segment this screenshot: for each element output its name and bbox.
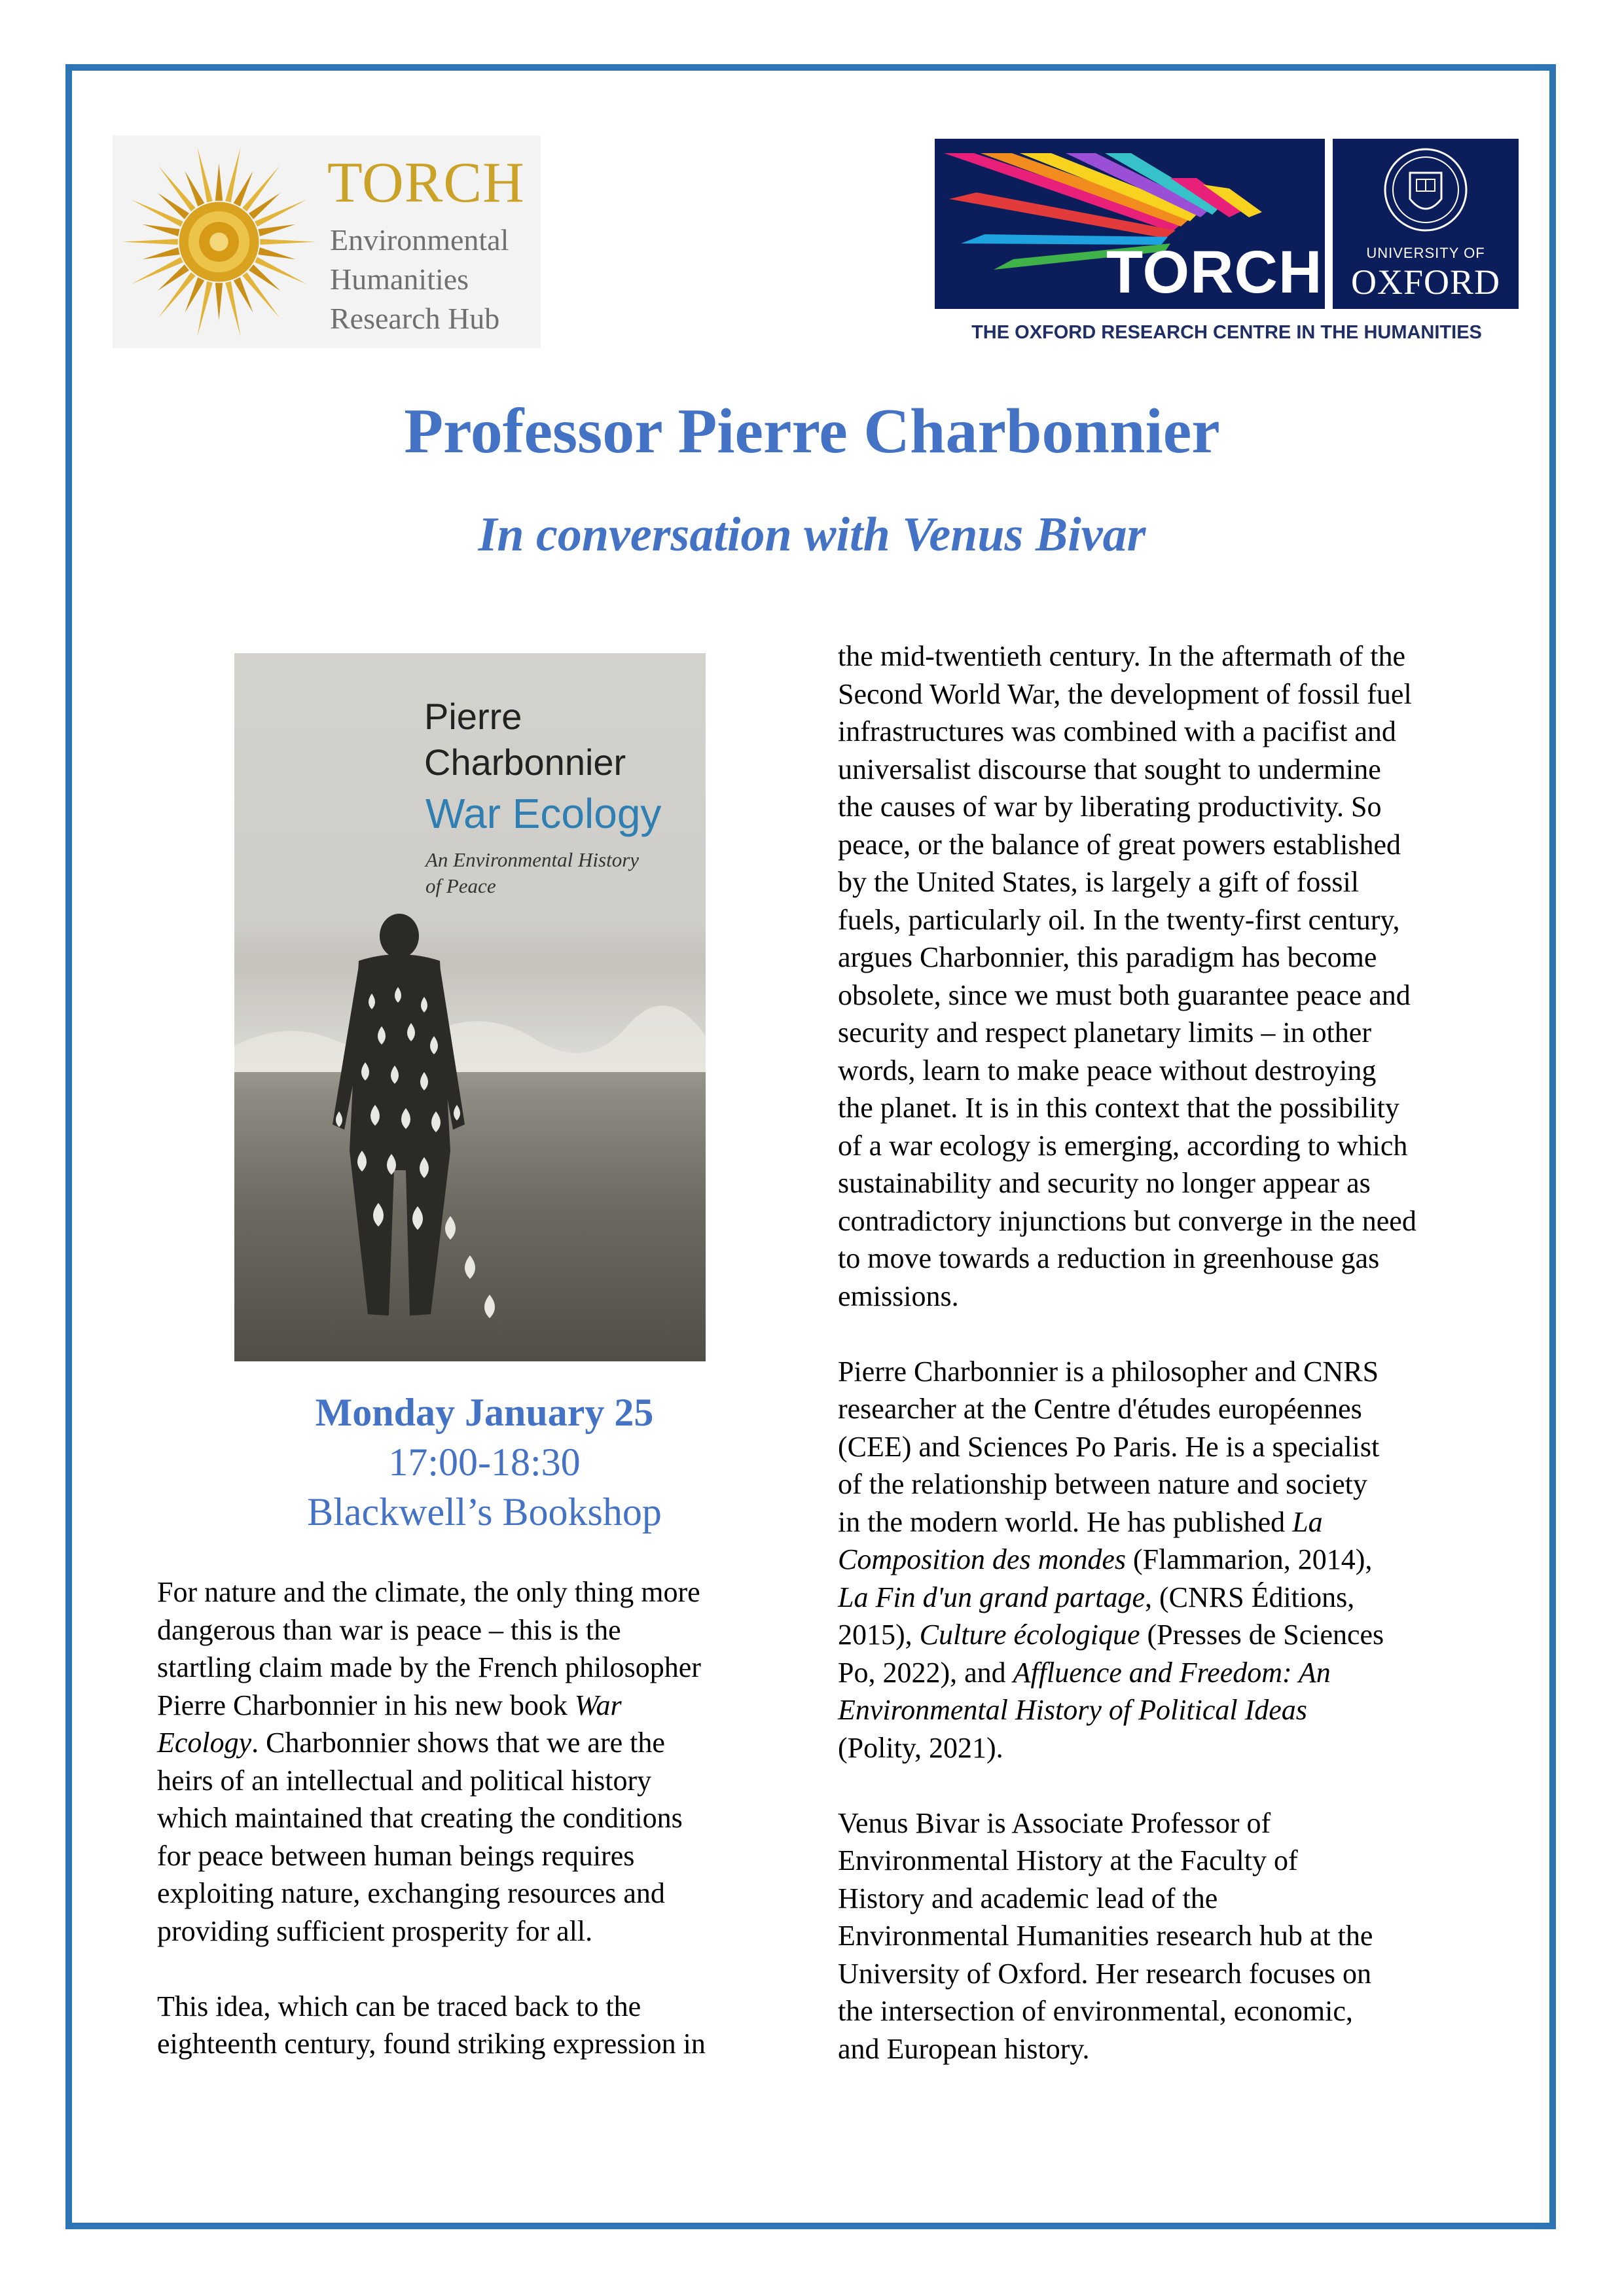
text-segment: peace, or the balance of great powers established	[838, 828, 1401, 861]
text-line	[838, 1089, 1416, 1127]
text-segment: researcher at the Centre d'études européennes	[838, 1393, 1362, 1425]
sun-ray	[242, 272, 280, 318]
text-line	[838, 1014, 1416, 1052]
text-line	[157, 1687, 706, 1725]
torch-tagline: THE OXFORD RESEARCH CENTRE IN THE HUMANITIES	[971, 322, 1482, 343]
text-segment: providing sufficient prosperity for all.	[157, 1914, 593, 1947]
text-segment: , (CNRS Éditions,	[1144, 1581, 1355, 1613]
page-title: Professor Pierre Charbonnier	[404, 396, 1220, 467]
text-segment: heirs of an intellectual and political history	[157, 1764, 652, 1797]
text-segment: the intersection of environmental, economic,	[838, 1995, 1353, 2027]
text-line	[838, 713, 1416, 751]
text-line	[838, 1880, 1416, 1918]
text-segment: security and respect planetary limits – in other	[838, 1016, 1371, 1049]
text-line	[157, 1799, 706, 1837]
text-line	[838, 1955, 1416, 1993]
event-venue: Blackwell’s Bookshop	[307, 1490, 662, 1534]
text-line	[838, 1917, 1416, 1955]
book-author-first: Pierre	[424, 696, 522, 737]
text-line	[838, 1465, 1416, 1503]
text-segment: of the relationship between nature and society	[838, 1468, 1367, 1500]
text-line	[838, 1353, 1416, 1391]
text-segment: the causes of war by liberating productivity. So	[838, 791, 1382, 823]
sun-ray	[215, 164, 223, 201]
text-segment: eighteenth century, found striking expression in	[157, 2028, 706, 2060]
text-segment: Po, 2022), and	[838, 1656, 1013, 1689]
text-line	[157, 1912, 706, 1950]
text-line	[838, 1579, 1416, 1617]
sun-ray	[255, 200, 306, 226]
text-segment: Pierre Charbonnier is a philosopher and CNRS	[838, 1355, 1379, 1388]
book-author-last: Charbonnier	[424, 742, 626, 783]
italic-text: Environmental History of Political Ideas	[838, 1694, 1307, 1726]
torch-logo-box	[935, 139, 1325, 309]
sun-ray	[225, 147, 240, 202]
text-segment: (Flammarion, 2014),	[1126, 1543, 1373, 1575]
text-segment: the planet. It is in this context that the possibility	[838, 1092, 1399, 1124]
text-line	[157, 1837, 706, 1875]
text-segment: which maintained that creating the conditions	[157, 1802, 683, 1834]
book-subtitle-line-2: of Peace	[425, 874, 496, 897]
event-date: Monday January 25	[315, 1391, 654, 1434]
text-line	[838, 1503, 1416, 1541]
text-segment: Venus Bivar is Associate Professor of	[838, 1806, 1271, 1839]
event-time: 17:00-18:30	[388, 1441, 581, 1484]
sun-ray	[242, 166, 280, 211]
text-segment: Environmental Humanities research hub at the	[838, 1920, 1373, 1952]
sun-ray	[258, 224, 295, 236]
text-segment: (Presses de Sciences	[1140, 1619, 1384, 1651]
text-segment: This idea, which can be traced back to the	[157, 1990, 641, 2022]
text-segment: dangerous than war is peace – this is the	[157, 1613, 621, 1646]
university-of-label: UNIVERSITY OF	[1366, 245, 1485, 261]
italic-text: Affluence and Freedom: An	[1013, 1656, 1331, 1689]
italic-text: La	[1292, 1505, 1323, 1538]
text-segment: Second World War, the development of fossil fuel	[838, 677, 1412, 710]
text-line	[838, 1804, 1416, 1842]
book-subtitle	[425, 847, 639, 899]
book-author	[424, 694, 626, 785]
text-segment: Environmental History at the Faculty of	[838, 1844, 1298, 1876]
text-segment: words, learn to make peace without destroying	[838, 1054, 1377, 1086]
text-line	[838, 2030, 1416, 2068]
text-line	[157, 2025, 706, 2063]
paragraph-gap	[157, 1950, 706, 1988]
book-title: War Ecology	[425, 790, 662, 837]
text-line	[838, 826, 1416, 864]
text-line	[838, 1164, 1416, 1202]
italic-text: La Fin d'un grand partage	[838, 1581, 1145, 1613]
text-line	[838, 1202, 1416, 1240]
text-line	[838, 1992, 1416, 2030]
text-segment: sustainability and security no longer appear as	[838, 1167, 1371, 1199]
text-segment: . Charbonnier shows that we are the	[251, 1727, 665, 1759]
text-segment: (CEE) and Sciences Po Paris. He is a specialist	[838, 1430, 1380, 1463]
oxford-label: OXFORD	[1350, 262, 1501, 302]
sun-ray	[225, 281, 240, 336]
text-segment: History and academic lead of the	[838, 1882, 1218, 1914]
sun-ray	[197, 147, 212, 202]
hub-line-1: Environmental	[330, 223, 509, 257]
text-line	[157, 1874, 706, 1912]
text-line	[838, 1541, 1416, 1579]
text-line	[838, 1127, 1416, 1165]
text-line	[838, 977, 1416, 1014]
text-line	[157, 1649, 706, 1687]
text-segment: obsolete, since we must both guarantee peace and	[838, 978, 1411, 1011]
torch-environmental-humanities-logo	[113, 135, 541, 348]
text-segment: universalist discourse that sought to undermine	[838, 753, 1381, 785]
sun-ray	[143, 224, 180, 236]
paragraph-gap	[838, 1315, 1416, 1353]
text-line	[838, 1428, 1416, 1466]
sun-ray	[158, 272, 196, 318]
text-segment: exploiting nature, exchanging resources and	[157, 1877, 665, 1909]
text-line	[838, 1654, 1416, 1692]
text-segment: startling claim made by the French philosopher	[157, 1651, 701, 1683]
italic-text: Culture écologique	[919, 1619, 1140, 1651]
text-line	[157, 1611, 706, 1649]
text-segment: and European history.	[838, 2032, 1090, 2065]
text-line	[157, 1988, 706, 2026]
text-segment: contradictory injunctions but converge in the need	[838, 1204, 1416, 1237]
sun-ray	[255, 257, 306, 284]
text-segment: the mid-twentieth century. In the aftermath of the	[838, 640, 1406, 672]
hub-line-2: Humanities	[330, 262, 469, 296]
text-line	[157, 1724, 706, 1762]
text-segment: argues Charbonnier, this paradigm has become	[838, 941, 1377, 973]
torch-hub-wordmark: TORCH	[327, 151, 525, 215]
italic-text: Composition des mondes	[838, 1543, 1126, 1575]
sun-ray	[197, 281, 212, 336]
sun-ray	[260, 239, 316, 245]
sun-ray	[215, 283, 223, 320]
text-line	[838, 863, 1416, 901]
text-line	[838, 901, 1416, 939]
text-line	[838, 1240, 1416, 1278]
text-line	[838, 751, 1416, 789]
oxford-crest-icon	[1333, 139, 1519, 243]
book-cover-image	[234, 653, 706, 1361]
italic-text: War	[574, 1689, 622, 1721]
torch-wordmark: TORCH	[1106, 239, 1323, 306]
book-subtitle-line-1: An Environmental History	[425, 848, 640, 871]
page-subtitle: In conversation with Venus Bivar	[478, 508, 1146, 562]
text-segment: for peace between human beings requires	[157, 1839, 635, 1872]
left-column-text	[157, 1573, 706, 2063]
text-line	[157, 1762, 706, 1800]
text-segment: of a war ecology is emerging, according to which	[838, 1129, 1408, 1162]
italic-text: Ecology	[157, 1727, 252, 1759]
sun-ray	[122, 239, 178, 245]
sun-ray	[132, 257, 183, 284]
torch-oxford-logo	[935, 139, 1519, 355]
text-line	[838, 1616, 1416, 1654]
text-segment: (Polity, 2021).	[838, 1731, 1003, 1764]
sun-icon	[119, 142, 319, 342]
text-segment: to move towards a reduction in greenhouse gas	[838, 1242, 1380, 1274]
text-line	[838, 1278, 1416, 1316]
text-line	[838, 1691, 1416, 1729]
text-segment: by the United States, is largely a gift of fossil	[838, 866, 1359, 898]
text-line	[157, 1573, 706, 1611]
text-line	[838, 637, 1416, 675]
text-segment: infrastructures was combined with a pacifist and	[838, 715, 1396, 747]
text-segment: fuels, particularly oil. In the twenty-first century,	[838, 903, 1400, 936]
text-line	[838, 788, 1416, 826]
sun-ray	[158, 166, 196, 211]
text-segment: in the modern world. He has published	[838, 1505, 1293, 1538]
text-line	[838, 1052, 1416, 1090]
text-segment: University of Oxford. Her research focuses on	[838, 1957, 1371, 1990]
text-line	[838, 1390, 1416, 1428]
text-line	[838, 675, 1416, 713]
sun-ray	[258, 247, 295, 259]
text-segment: For nature and the climate, the only thing more	[157, 1576, 700, 1608]
paragraph-gap	[838, 1767, 1416, 1804]
sun-ray	[132, 200, 183, 226]
hub-line-3: Research Hub	[330, 302, 500, 335]
text-segment: Pierre Charbonnier in his new book	[157, 1689, 575, 1721]
text-segment: emissions.	[838, 1280, 959, 1312]
sun-ray	[143, 247, 180, 259]
text-line	[838, 939, 1416, 977]
oxford-logo-box	[1333, 139, 1519, 309]
text-line	[838, 1729, 1416, 1767]
text-segment: 2015),	[838, 1619, 920, 1651]
right-column-text	[838, 637, 1416, 2068]
text-line	[838, 1842, 1416, 1880]
